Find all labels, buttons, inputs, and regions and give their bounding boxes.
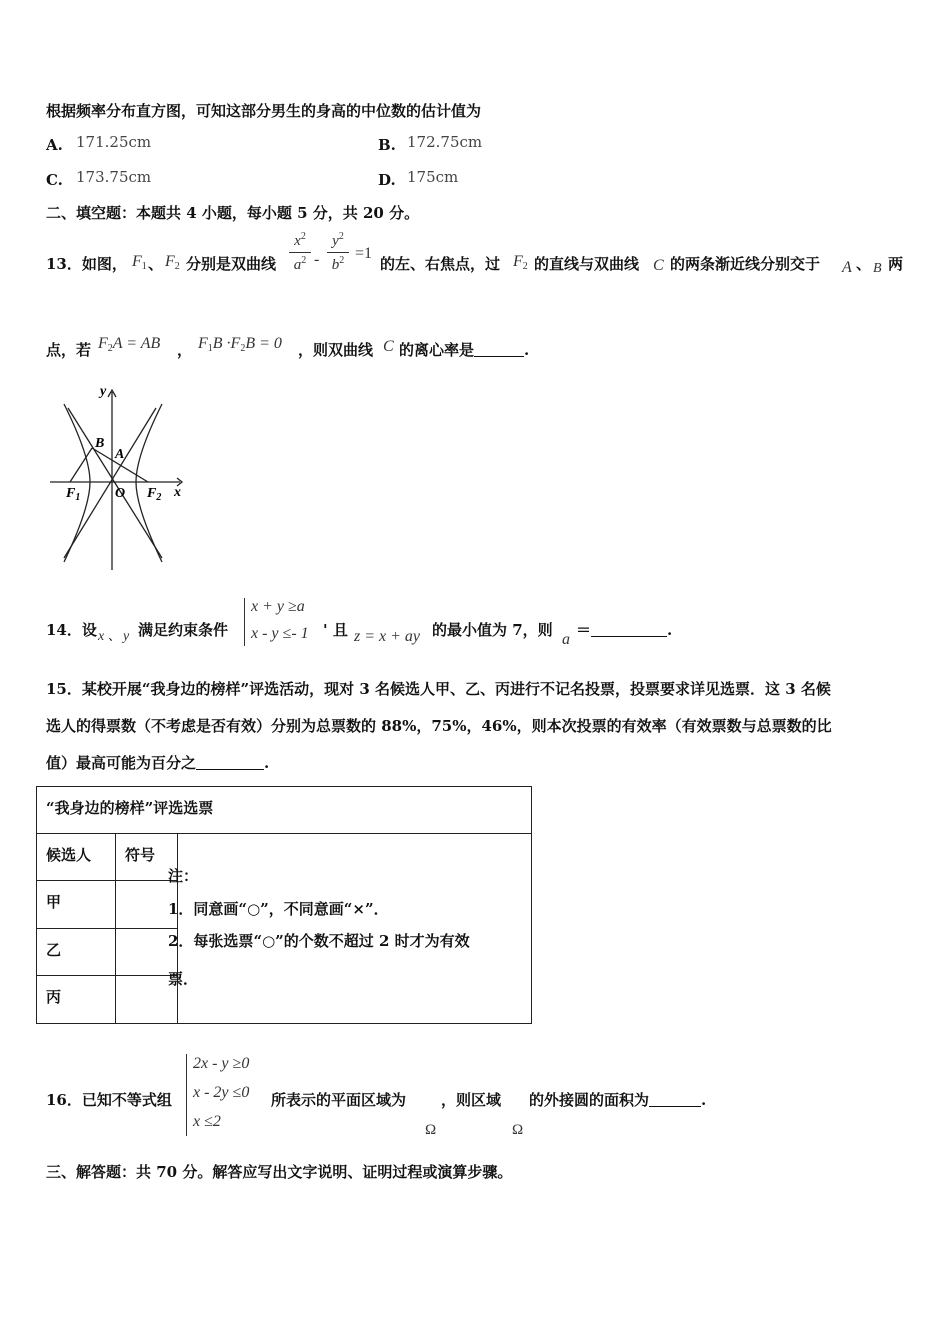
option-c-text: 173.75cm — [76, 168, 152, 186]
q13-line2-end: 的离心率是 . — [399, 341, 530, 359]
line-f1b — [70, 448, 92, 482]
q13-text1: 分别是双曲线 — [186, 255, 277, 273]
q13-line2-mid: ，则双曲线 — [298, 341, 374, 359]
q13-f2: $F_2$ — [165, 253, 180, 272]
q13-point-b: B — [873, 261, 882, 276]
option-d-text: 175cm — [407, 168, 459, 186]
option-a-letter: A. — [46, 136, 63, 154]
q13-comma: ， — [177, 341, 193, 359]
q16-brace — [186, 1054, 187, 1136]
label-f2: $F_2$ — [147, 486, 162, 503]
hyperbola-equals: =1 — [355, 245, 373, 262]
ballot-title: “我身边的榜样”评选选票 — [37, 787, 532, 834]
q16-omega-1: Ω — [425, 1122, 437, 1138]
asymptote-2 — [64, 408, 156, 558]
q16-text1: 所表示的平面区域为 — [271, 1091, 407, 1109]
section-2-heading: 二、填空题：本题共 4 小题，每小题 5 分，共 20 分。 — [46, 204, 420, 222]
q13-f1: $F_1$ — [132, 253, 147, 272]
ballot-notes-cell — [178, 834, 532, 1024]
q13-f2-ref: $F_2$ — [513, 253, 528, 272]
q14-text1: 满足约束条件 — [138, 621, 229, 639]
label-f1: $F_1$ — [66, 486, 81, 503]
q13-answer-blank[interactable] — [474, 356, 524, 357]
ballot-candidate-yi: 乙 — [37, 929, 116, 976]
asymptote-1 — [68, 408, 162, 558]
q13-number: 13．如图， — [46, 255, 127, 273]
q14-y: y — [123, 629, 130, 644]
label-b: B — [95, 436, 105, 451]
option-b-text: 172.75cm — [407, 133, 483, 151]
option-c-letter: C. — [46, 171, 63, 189]
q13-point-a: A — [842, 259, 852, 276]
label-y: y — [100, 384, 107, 399]
q13-condition-2: $F_1B \cdot F_2B = 0$ — [198, 335, 282, 354]
hyperbola-fraction-x: $x^2$ $a^2$ — [289, 232, 311, 273]
hyperbola-figure — [46, 378, 196, 574]
q14-constraint-1: x + y ≥a — [251, 598, 305, 615]
label-a: A — [115, 447, 125, 462]
q15-answer-blank[interactable] — [196, 769, 264, 770]
section-3-heading: 三、解答题：共 70 分。解答应写出文字说明、证明过程或演算步骤。 — [46, 1163, 513, 1181]
q16-text3: 的外接圆的面积为 . — [529, 1091, 707, 1109]
q13-c: C — [653, 257, 664, 274]
ballot-header-candidate: 候选人 — [37, 834, 116, 881]
question-intro: 根据频率分布直方图，可知这部分男生的身高的中位数的估计值为 — [46, 102, 482, 120]
q15-line1: 15．某校开展“我身边的榜样”评选活动，现对 3 名候选人甲、乙、丙进行不记名投票，投票要求详见选票．这 3 名候 — [46, 680, 831, 698]
q15-line2: 选人的得票数（不考虑是否有效）分别为总票数的 88%，75%，46%，则本次投票的有效率（有效票数与总票数的比 — [46, 717, 832, 735]
ballot-note-1: 1．同意画“○”，不同意画“×”． — [168, 900, 389, 918]
q16-answer-blank[interactable] — [649, 1106, 701, 1107]
left-branch — [64, 404, 90, 562]
q14-x: x — [98, 629, 105, 644]
q13-text5: 两 — [888, 255, 904, 273]
q15-line3: 值）最高可能为百分之 . — [46, 754, 270, 772]
ballot-header-symbol: 符号 — [116, 834, 178, 881]
ballot-note-2-cont: 票． — [168, 970, 199, 988]
ballot-candidate-jia: 甲 — [37, 881, 116, 929]
q14-number: 14．设 — [46, 621, 97, 639]
hyperbola-minus: - — [314, 251, 320, 268]
q16-constraint-1: 2x - y ≥0 — [193, 1055, 250, 1072]
q13-line2-start: 点，若 — [46, 341, 92, 359]
q16-constraint-3: x ≤2 — [193, 1113, 221, 1130]
label-x: x — [174, 485, 181, 500]
ballot-candidate-bing: 丙 — [37, 976, 116, 1024]
q13-condition-1: $F_2A$ = AB — [98, 335, 161, 354]
q13-sep1: 、 — [148, 255, 164, 273]
label-o: O — [115, 486, 126, 501]
q14-answer-blank[interactable] — [591, 636, 667, 637]
q13-text4: 的两条渐近线分别交于 — [670, 255, 821, 273]
q16-number: 16．已知不等式组 — [46, 1091, 172, 1109]
q14-a: a — [562, 631, 570, 648]
q14-text3: 的最小值为 7，则 — [432, 621, 553, 639]
option-b-letter: B. — [378, 136, 396, 154]
hyperbola-fraction-y: $y^2$ $b^2$ — [327, 232, 349, 273]
q16-omega-2: Ω — [512, 1122, 524, 1138]
q16-constraint-2: x - 2y ≤0 — [193, 1084, 250, 1101]
q14-objective: z = x + ay — [354, 628, 421, 645]
q13-c-ref: C — [383, 338, 394, 355]
ballot-note-2: 2．每张选票“○”的个数不超过 2 时才为有效 — [168, 932, 470, 950]
option-d-letter: D. — [378, 171, 396, 189]
q14-text2: ' 且 — [323, 621, 348, 639]
q13-text2: 的左、右焦点，过 — [380, 255, 501, 273]
option-a-text: 171.25cm — [76, 133, 152, 151]
q13-text3: 的直线与双曲线 — [534, 255, 640, 273]
q14-sep: 、 — [108, 629, 122, 644]
q13-sep2: 、 — [856, 255, 872, 273]
q14-constraint-2: x - y ≤- 1 — [251, 625, 309, 642]
q14-brace — [244, 598, 245, 646]
q14-end: ＝ . — [576, 621, 673, 639]
q16-text2: ，则区域 — [441, 1091, 502, 1109]
ballot-note-title: 注： — [168, 867, 199, 885]
